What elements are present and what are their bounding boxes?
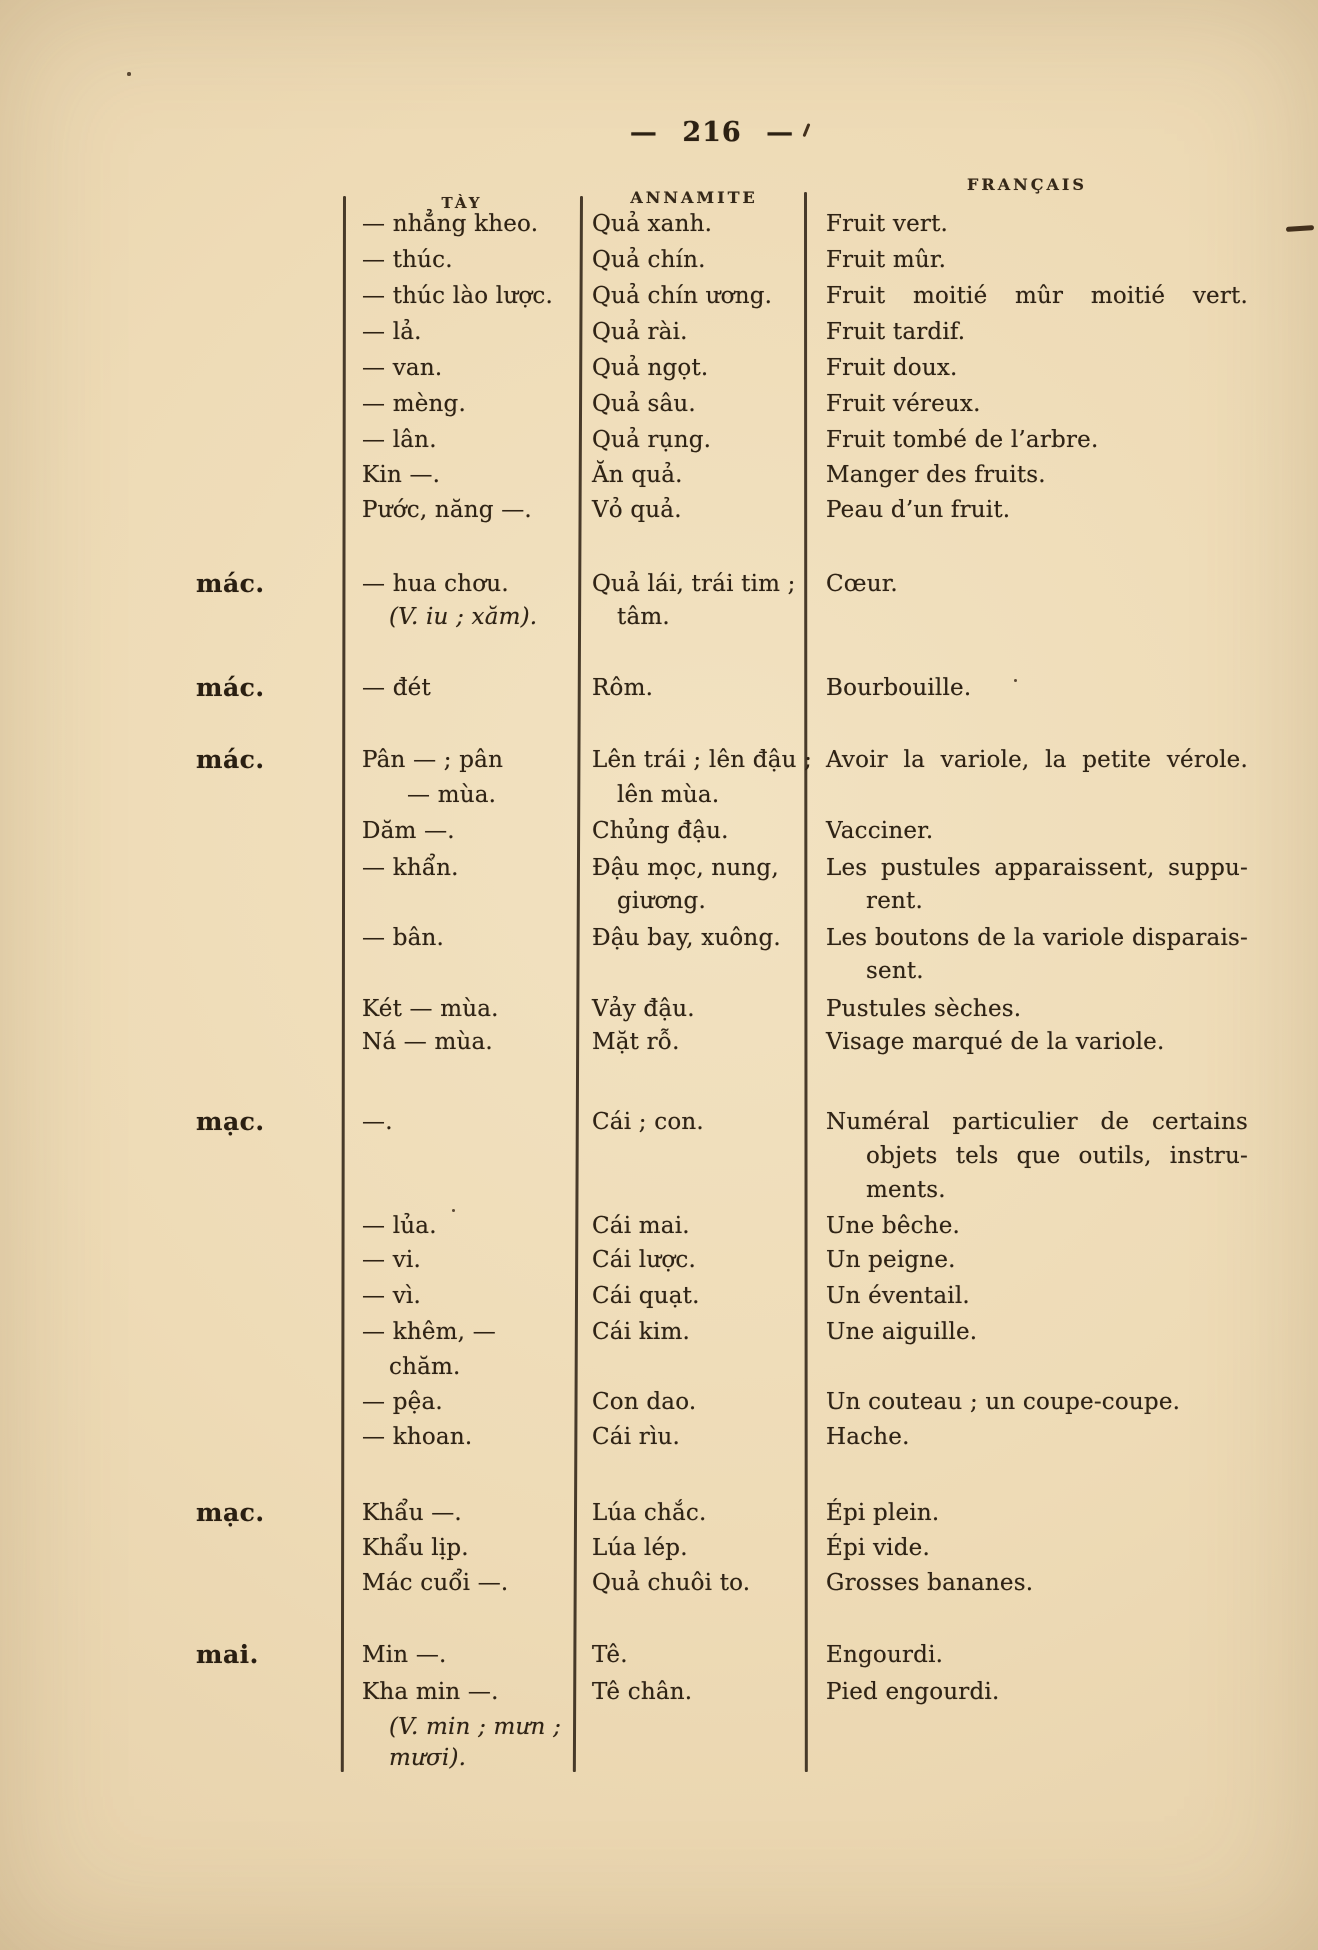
entry-cell-ann: Lúa chắc. bbox=[592, 1500, 707, 1526]
entry-cell-tay: Kha min —. bbox=[362, 1679, 499, 1705]
headword: mạc. bbox=[196, 1107, 265, 1136]
entry-cell-tay: — mèng. bbox=[362, 391, 466, 417]
entry-cell-fr: Numéral particulier de certains bbox=[826, 1109, 1248, 1135]
entry-cell-ann: lên mùa. bbox=[617, 782, 720, 808]
entry-cell-tay: — van. bbox=[362, 355, 443, 381]
entry-cell-fr: Manger des fruits. bbox=[826, 462, 1046, 488]
entry-cell-fr: Fruit tardif. bbox=[826, 319, 966, 345]
entry-cell-ann: Cái rìu. bbox=[592, 1424, 681, 1450]
paper-speck bbox=[452, 1209, 455, 1212]
entry-cell-fr: Fruit véreux. bbox=[826, 391, 981, 417]
entry-cell-tay: — thúc. bbox=[362, 247, 453, 273]
entry-cell-ann: Quả sâu. bbox=[592, 391, 696, 417]
entry-cell-tay: — khoan. bbox=[362, 1424, 473, 1450]
entry-cell-ann: Ăn quả. bbox=[592, 462, 683, 488]
column-rule-left bbox=[341, 196, 346, 1772]
entry-cell-tay: Pước, năng —. bbox=[362, 497, 532, 523]
headword: mác. bbox=[196, 569, 265, 598]
entry-cell-fr: Cœur. bbox=[826, 571, 898, 597]
headword: mai. bbox=[196, 1640, 259, 1669]
entry-cell-tay: (V. iu ; xăm). bbox=[389, 604, 538, 630]
entry-cell-ann: Quả rụng. bbox=[592, 427, 712, 453]
entry-cell-tay: — hua chơu. bbox=[362, 571, 509, 597]
entry-cell-ann: Quả ngọt. bbox=[592, 355, 709, 381]
entry-cell-fr: Avoir la variole, la petite vérole. bbox=[826, 747, 1248, 773]
entry-cell-tay: Dăm —. bbox=[362, 818, 455, 844]
edge-dash-mark bbox=[1286, 225, 1314, 232]
entry-cell-ann: Cái ; con. bbox=[592, 1109, 704, 1135]
page-number: — 216 — bbox=[629, 117, 795, 148]
entry-cell-fr: Fruit vert. bbox=[826, 211, 949, 237]
entry-cell-tay: — lân. bbox=[362, 427, 437, 453]
entry-cell-fr: ments. bbox=[866, 1177, 946, 1203]
entry-cell-tay: Pân — ; pân bbox=[362, 747, 504, 773]
entry-cell-ann: Lên trái ; lên đậu ; bbox=[592, 747, 813, 773]
entry-cell-ann: Cái mai. bbox=[592, 1213, 690, 1239]
entry-cell-fr: Fruit doux. bbox=[826, 355, 958, 381]
entry-cell-fr: Pustules sèches. bbox=[826, 996, 1022, 1022]
entry-cell-fr: Engourdi. bbox=[826, 1642, 944, 1668]
entry-cell-ann: Chủng đậu. bbox=[592, 818, 729, 844]
entry-cell-tay: Mác cuổi —. bbox=[362, 1570, 509, 1596]
headword: mác. bbox=[196, 673, 265, 702]
entry-cell-ann: giương. bbox=[617, 888, 706, 914]
stray-slash-mark bbox=[802, 123, 810, 137]
column-header-annamite: ANNAMITE bbox=[630, 188, 758, 207]
entry-cell-ann: Con dao. bbox=[592, 1389, 697, 1415]
entry-cell-ann: Quả chín. bbox=[592, 247, 706, 273]
entry-cell-fr: sent. bbox=[866, 958, 924, 984]
entry-cell-fr: Une bêche. bbox=[826, 1213, 961, 1239]
entry-cell-ann: Mặt rỗ. bbox=[592, 1029, 680, 1055]
column-rule-middle bbox=[573, 196, 583, 1772]
entry-cell-tay: — nhẳng kheo. bbox=[362, 211, 539, 237]
entry-cell-ann: Rôm. bbox=[592, 675, 654, 701]
entry-cell-ann: Cái quạt. bbox=[592, 1283, 700, 1309]
entry-cell-tay: —. bbox=[362, 1109, 393, 1135]
entry-cell-ann: Quả chín ương. bbox=[592, 283, 773, 309]
entry-cell-fr: Une aiguille. bbox=[826, 1319, 978, 1345]
entry-cell-fr: Vacciner. bbox=[826, 818, 934, 844]
entry-cell-fr: Les pustules apparaissent, suppu- bbox=[826, 855, 1248, 881]
entry-cell-tay: chăm. bbox=[389, 1354, 461, 1380]
entry-cell-ann: Vảy đậu. bbox=[592, 996, 695, 1022]
entry-cell-fr: Peau d’un fruit. bbox=[826, 497, 1011, 523]
headword: mạc. bbox=[196, 1498, 265, 1527]
entry-cell-fr: Visage marqué de la variole. bbox=[826, 1029, 1165, 1055]
entry-cell-fr: Bourbouille. bbox=[826, 675, 972, 701]
entry-cell-tay: Min —. bbox=[362, 1642, 447, 1668]
entry-cell-ann: tâm. bbox=[617, 604, 670, 630]
entry-cell-ann: Quả xanh. bbox=[592, 211, 713, 237]
entry-cell-ann: Quả lái, trái tim ; bbox=[592, 571, 796, 597]
entry-cell-fr: Épi vide. bbox=[826, 1535, 930, 1561]
entry-cell-ann: Quả rài. bbox=[592, 319, 688, 345]
entry-cell-tay: — vì. bbox=[362, 1283, 421, 1309]
entry-cell-ann: Tê chân. bbox=[592, 1679, 693, 1705]
entry-cell-tay: Khẩu lịp. bbox=[362, 1535, 469, 1561]
entry-cell-ann: Lúa lép. bbox=[592, 1535, 688, 1561]
entry-cell-tay: — pệa. bbox=[362, 1389, 443, 1415]
entry-cell-fr: Fruit tombé de l’arbre. bbox=[826, 427, 1099, 453]
entry-cell-ann: Cái lược. bbox=[592, 1247, 696, 1273]
entry-cell-tay: — thúc lào lược. bbox=[362, 283, 554, 309]
entry-cell-fr: rent. bbox=[866, 888, 923, 914]
entry-cell-tay: — vi. bbox=[362, 1247, 421, 1273]
entry-cell-fr: Fruit mûr. bbox=[826, 247, 947, 273]
entry-cell-fr: Les boutons de la variole disparais- bbox=[826, 925, 1248, 951]
column-rule-right bbox=[804, 192, 807, 1772]
column-header-francais: FRANÇAIS bbox=[967, 175, 1087, 194]
entry-cell-fr: Grosses bananes. bbox=[826, 1570, 1034, 1596]
entry-cell-tay: mưσi). bbox=[389, 1745, 467, 1771]
entry-cell-ann: Đậu bay, xuông. bbox=[592, 925, 781, 951]
entry-cell-tay: — bân. bbox=[362, 925, 445, 951]
entry-cell-tay: — mùa. bbox=[407, 782, 497, 808]
entry-cell-fr: Un peigne. bbox=[826, 1247, 956, 1273]
entry-cell-tay: — lủa. bbox=[362, 1213, 437, 1239]
entry-cell-ann: Quả chuôi to. bbox=[592, 1570, 751, 1596]
entry-cell-fr: Hache. bbox=[826, 1424, 910, 1450]
entry-cell-tay: — lả. bbox=[362, 319, 422, 345]
entry-cell-tay: Két — mùa. bbox=[362, 996, 499, 1022]
entry-cell-tay: Kin —. bbox=[362, 462, 441, 488]
paper-speck bbox=[1014, 679, 1017, 682]
paper-speck bbox=[127, 72, 131, 76]
entry-cell-tay: — đét bbox=[362, 675, 431, 701]
entry-cell-tay: (V. min ; mưn ; bbox=[389, 1714, 562, 1740]
entry-cell-fr: Épi plein. bbox=[826, 1500, 940, 1526]
entry-cell-tay: — khêm, — bbox=[362, 1319, 496, 1345]
headword: mác. bbox=[196, 745, 265, 774]
entry-cell-tay: Ná — mùa. bbox=[362, 1029, 493, 1055]
entry-cell-fr: Un éventail. bbox=[826, 1283, 970, 1309]
entry-cell-fr: Un couteau ; un coupe-coupe. bbox=[826, 1389, 1181, 1415]
entry-cell-fr: Fruit moitié mûr moitié vert. bbox=[826, 283, 1248, 309]
column-header-tay: TÀY bbox=[441, 194, 483, 212]
entry-cell-tay: Khẩu —. bbox=[362, 1500, 462, 1526]
entry-cell-ann: Vỏ quả. bbox=[592, 497, 682, 523]
entry-cell-ann: Tê. bbox=[592, 1642, 628, 1668]
entry-cell-ann: Đậu mọc, nung, bbox=[592, 855, 779, 881]
entry-cell-ann: Cái kim. bbox=[592, 1319, 690, 1345]
entry-cell-fr: Pied engourdi. bbox=[826, 1679, 1000, 1705]
entry-cell-tay: — khẩn. bbox=[362, 855, 459, 881]
entry-cell-fr: objets tels que outils, instru- bbox=[866, 1143, 1248, 1169]
